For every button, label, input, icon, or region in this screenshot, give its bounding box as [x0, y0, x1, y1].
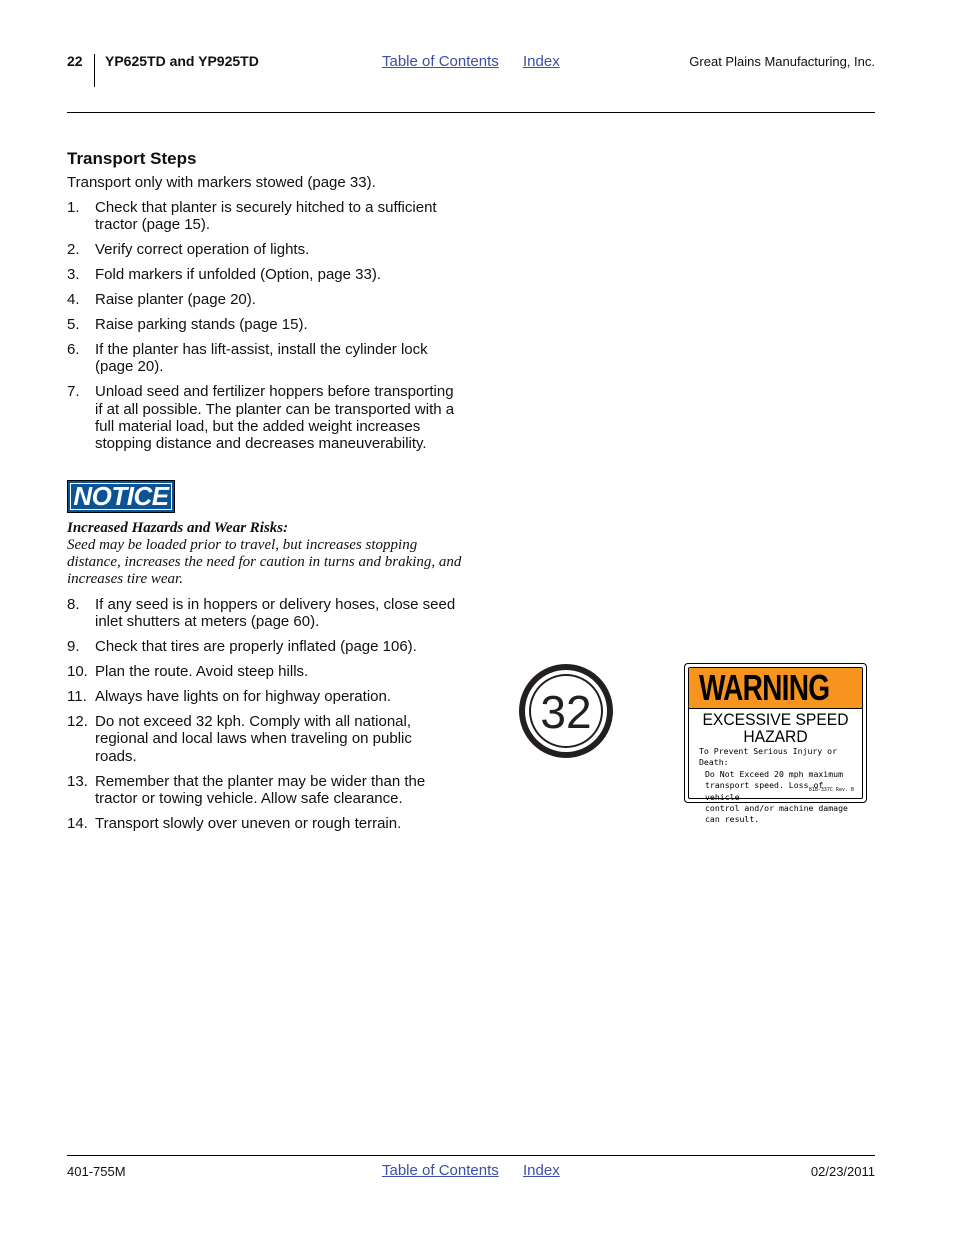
list-item	[67, 815, 457, 832]
notice-body: Seed may be loaded prior to travel, but increases stopping distance, increases the need for caution in turns and braking, and increases tire wear.	[67, 537, 462, 587]
step-number: 5.	[67, 316, 80, 334]
decal-part-number: 818-337C Rev. B	[808, 787, 854, 793]
list-item	[67, 638, 457, 655]
warning-line-3: transport speed. Loss of vehicle	[705, 780, 824, 802]
step-number: 8.	[67, 596, 80, 613]
warning-line-2: Do Not Exceed 20 mph maximum	[705, 768, 844, 779]
steps-list-part2	[67, 596, 457, 840]
step-number: 7.	[67, 383, 80, 401]
step-text: Transport slowly over uneven or rough terrain.	[95, 815, 402, 833]
list-item	[67, 291, 457, 308]
company-name: Great Plains Manufacturing, Inc.	[689, 54, 875, 69]
step-text: Plan the route. Avoid steep hills.	[95, 663, 309, 681]
step-number: 10.	[67, 663, 88, 681]
notice-title: Increased Hazards and Wear Risks:	[67, 520, 289, 536]
list-item	[67, 199, 457, 234]
step-text: Unload seed and fertilizer hoppers before transporting if at all possible. The planter can be transported with a full material load, but the added weight increases stopping distance and decreases maneuverability.	[95, 383, 455, 453]
step-number: 9.	[67, 638, 80, 656]
step-text: Remember that the planter may be wider than the tractor or towing vehicle. Allow safe clearance.	[95, 772, 426, 808]
step-text: Raise parking stands (page 15).	[95, 316, 308, 334]
warning-decal	[684, 663, 867, 825]
list-item	[67, 773, 457, 808]
header-rule	[67, 112, 875, 113]
toc-link-footer[interactable]: Table of Contents	[382, 1162, 499, 1179]
step-number: 12.	[67, 713, 88, 731]
warning-header	[689, 668, 862, 709]
step-number: 6.	[67, 340, 80, 358]
index-link-header[interactable]: Index	[523, 53, 560, 70]
page-number: 22	[67, 53, 83, 69]
document-model-title: YP625TD and YP925TD	[105, 53, 259, 69]
warning-hazard-title	[689, 711, 862, 745]
step-number: 1.	[67, 199, 80, 216]
step-number: 3.	[67, 266, 80, 284]
list-item	[67, 316, 457, 333]
list-item	[67, 596, 457, 631]
document-date: 02/23/2011	[810, 1164, 875, 1179]
step-text: If the planter has lift-assist, install the cylinder lock (page 20).	[95, 340, 428, 376]
step-text: If any seed is in hoppers or delivery hoses, close seed inlet shutters at meters (page 60).	[95, 596, 456, 631]
notice-badge	[67, 480, 175, 513]
step-text: Check that planter is securely hitched to a sufficient tractor (page 15).	[95, 199, 437, 234]
list-item	[67, 383, 457, 453]
notice-label: NOTICE	[73, 481, 169, 511]
warning-line-1: To Prevent Serious Injury or Death:	[699, 746, 838, 768]
hazard-line-2: HAZARD	[743, 727, 808, 746]
hazard-line-1: EXCESSIVE SPEED	[702, 710, 849, 729]
footer-rule	[67, 1155, 875, 1156]
step-number: 4.	[67, 291, 80, 309]
list-item	[67, 341, 457, 376]
step-number: 2.	[67, 241, 80, 259]
warning-signal-word: WARNING	[699, 667, 830, 708]
step-text: Verify correct operation of lights.	[95, 241, 310, 259]
step-text: Fold markers if unfolded (Option, page 33).	[95, 266, 381, 284]
step-text: Always have lights on for highway operation.	[95, 688, 392, 706]
toc-link-header[interactable]: Table of Contents	[382, 53, 499, 70]
list-item	[67, 713, 457, 765]
list-item	[67, 241, 457, 258]
step-number: 14.	[67, 815, 88, 833]
step-text: Raise planter (page 20).	[95, 291, 256, 309]
notice-text-block	[67, 520, 462, 588]
header-divider	[94, 54, 95, 87]
step-text: Do not exceed 32 kph. Comply with all national, regional and local laws when traveling on public roads.	[95, 713, 412, 765]
warning-instructions	[699, 746, 856, 826]
speed-limit-value: 32	[540, 686, 592, 738]
warning-line-4: control and/or machine damage	[705, 803, 848, 814]
steps-list-part1	[67, 199, 457, 460]
section-title: Transport Steps	[67, 149, 197, 168]
speed-limit-sign-icon	[518, 663, 614, 759]
list-item	[67, 266, 457, 283]
step-number: 11.	[67, 688, 87, 706]
step-text: Check that tires are properly inflated (page 106).	[95, 638, 417, 656]
document-number: 401-755M	[67, 1164, 126, 1179]
index-link-footer[interactable]: Index	[523, 1162, 560, 1179]
list-item	[67, 663, 457, 680]
warning-line-5: can result.	[705, 814, 760, 825]
step-number: 13.	[67, 772, 88, 790]
section-intro: Transport only with markers stowed (page 33).	[67, 174, 376, 191]
list-item	[67, 688, 457, 705]
